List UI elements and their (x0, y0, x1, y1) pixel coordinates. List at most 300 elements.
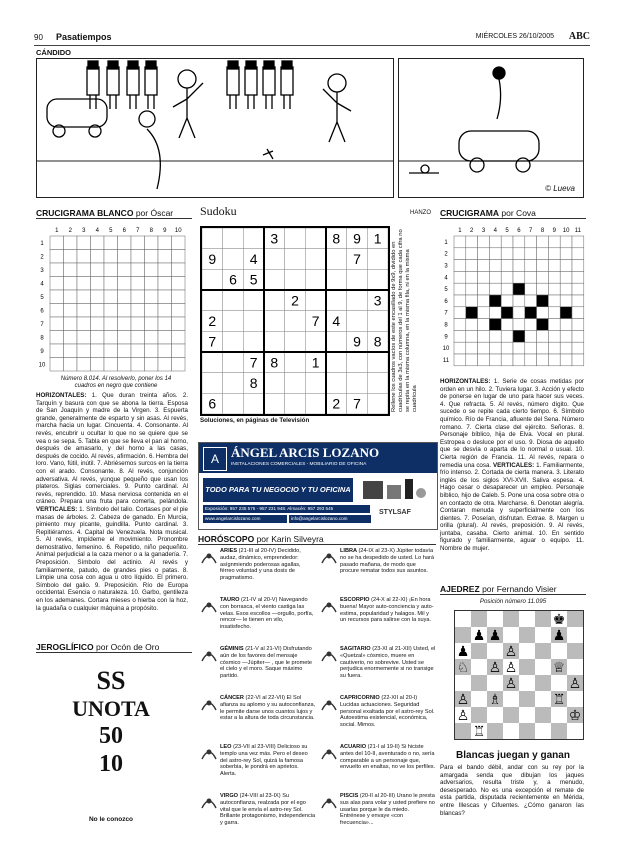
cruci-blanco-cell[interactable] (172, 344, 186, 358)
cruci-cova-cell[interactable] (501, 295, 513, 307)
cruci-blanco-cell[interactable] (118, 290, 132, 304)
cruci-blanco-cell[interactable] (172, 304, 186, 318)
sudoku-cell[interactable] (285, 393, 306, 414)
cruci-cova-cell[interactable] (466, 236, 478, 248)
cruci-blanco-grid[interactable] (36, 224, 192, 374)
cruci-blanco-cell[interactable] (145, 317, 159, 331)
cruci-blanco-cell[interactable] (131, 358, 145, 372)
cruci-blanco-cell[interactable] (118, 358, 132, 372)
cruci-cova-cell[interactable] (548, 307, 560, 319)
chess-square[interactable] (519, 691, 535, 707)
sudoku-cell[interactable] (326, 249, 347, 270)
chess-square[interactable] (455, 611, 471, 627)
cruci-blanco-cell[interactable] (145, 304, 159, 318)
cruci-blanco-cell[interactable] (77, 277, 91, 291)
cruci-cova-cell[interactable] (501, 330, 513, 342)
cruci-cova-cell[interactable] (478, 283, 490, 295)
cruci-cova-cell[interactable] (513, 354, 525, 366)
cruci-cova-cell[interactable] (560, 236, 572, 248)
cruci-blanco-cell[interactable] (131, 317, 145, 331)
cruci-blanco-cell[interactable] (64, 290, 78, 304)
chess-square[interactable] (567, 643, 583, 659)
sudoku-cell[interactable] (223, 228, 244, 249)
sudoku-cell[interactable] (264, 393, 285, 414)
cruci-cova-cell[interactable] (572, 260, 584, 272)
cruci-cova-cell[interactable] (537, 283, 549, 295)
cruci-blanco-cell[interactable] (158, 290, 172, 304)
cruci-cova-cell[interactable] (572, 342, 584, 354)
cruci-cova-cell[interactable] (454, 248, 466, 260)
cruci-blanco-cell[interactable] (131, 263, 145, 277)
sudoku-cell[interactable] (347, 311, 368, 332)
sudoku-cell[interactable] (326, 290, 347, 311)
cruci-blanco-cell[interactable] (91, 290, 105, 304)
cruci-blanco-cell[interactable] (118, 263, 132, 277)
cruci-blanco-cell[interactable] (158, 317, 172, 331)
cruci-cova-cell[interactable] (572, 271, 584, 283)
cruci-blanco-cell[interactable] (172, 277, 186, 291)
cruci-blanco-cell[interactable] (77, 290, 91, 304)
chess-square[interactable] (567, 627, 583, 643)
cruci-blanco-cell[interactable] (145, 344, 159, 358)
cruci-cova-cell[interactable] (489, 271, 501, 283)
sudoku-cell[interactable] (264, 311, 285, 332)
cruci-cova-cell[interactable] (525, 283, 537, 295)
sudoku-cell[interactable] (223, 373, 244, 394)
cruci-blanco-cell[interactable] (91, 250, 105, 264)
sudoku-cell[interactable] (243, 393, 264, 414)
cruci-blanco-cell[interactable] (77, 250, 91, 264)
cruci-cova-cell[interactable] (548, 248, 560, 260)
ad-web[interactable]: www.angelarcislozano.com (203, 515, 287, 523)
cruci-cova-cell[interactable] (560, 354, 572, 366)
cruci-cova-cell[interactable] (560, 295, 572, 307)
cruci-blanco-cell[interactable] (104, 358, 118, 372)
cruci-cova-cell[interactable] (560, 319, 572, 331)
chess-square[interactable] (503, 723, 519, 739)
cruci-cova-cell[interactable] (466, 271, 478, 283)
cruci-blanco-cell[interactable] (118, 277, 132, 291)
cruci-blanco-cell[interactable] (172, 290, 186, 304)
cruci-blanco-cell[interactable] (118, 250, 132, 264)
cruci-blanco-cell[interactable] (64, 236, 78, 250)
sudoku-cell[interactable] (264, 331, 285, 352)
cruci-cova-cell[interactable] (478, 260, 490, 272)
cruci-cova-cell[interactable] (513, 271, 525, 283)
sudoku-cell[interactable] (326, 352, 347, 373)
sudoku-cell[interactable] (367, 311, 388, 332)
cruci-cova-cell[interactable] (478, 248, 490, 260)
sudoku-cell[interactable] (305, 331, 326, 352)
sudoku-cell[interactable] (285, 352, 306, 373)
cruci-cova-cell[interactable] (454, 283, 466, 295)
cruci-cova-cell[interactable] (525, 295, 537, 307)
cruci-cova-cell[interactable] (454, 319, 466, 331)
cruci-cova-cell[interactable] (548, 283, 560, 295)
sudoku-cell[interactable] (326, 331, 347, 352)
cruci-cova-cell[interactable] (537, 260, 549, 272)
chess-square[interactable] (535, 643, 551, 659)
chess-square[interactable] (519, 659, 535, 675)
chess-square[interactable] (487, 723, 503, 739)
cruci-blanco-cell[interactable] (77, 263, 91, 277)
sudoku-cell[interactable] (202, 352, 223, 373)
cruci-cova-cell[interactable] (466, 307, 478, 319)
chess-square[interactable] (535, 611, 551, 627)
cruci-cova-cell[interactable] (537, 330, 549, 342)
cruci-cova-cell[interactable] (548, 260, 560, 272)
cruci-blanco-cell[interactable] (77, 304, 91, 318)
cruci-cova-cell[interactable] (466, 330, 478, 342)
chess-square[interactable] (519, 723, 535, 739)
cruci-blanco-cell[interactable] (158, 304, 172, 318)
cruci-blanco-cell[interactable] (104, 277, 118, 291)
cruci-cova-cell[interactable] (525, 330, 537, 342)
cruci-cova-cell[interactable] (513, 319, 525, 331)
cruci-cova-cell[interactable] (548, 295, 560, 307)
chess-square[interactable] (567, 611, 583, 627)
sudoku-cell[interactable] (285, 331, 306, 352)
cruci-cova-cell[interactable] (466, 260, 478, 272)
sudoku-cell[interactable] (223, 393, 244, 414)
cruci-cova-cell[interactable] (513, 342, 525, 354)
cruci-blanco-cell[interactable] (172, 358, 186, 372)
cruci-cova-cell[interactable] (525, 236, 537, 248)
cruci-blanco-cell[interactable] (172, 250, 186, 264)
cruci-blanco-cell[interactable] (77, 344, 91, 358)
cruci-blanco-cell[interactable] (64, 344, 78, 358)
cruci-cova-cell[interactable] (501, 342, 513, 354)
cruci-cova-cell[interactable] (466, 319, 478, 331)
cruci-cova-cell[interactable] (537, 319, 549, 331)
cruci-cova-cell[interactable] (466, 354, 478, 366)
cruci-cova-cell[interactable] (466, 295, 478, 307)
cruci-blanco-cell[interactable] (77, 358, 91, 372)
cruci-cova-cell[interactable] (513, 295, 525, 307)
cruci-blanco-cell[interactable] (118, 331, 132, 345)
cruci-blanco-cell[interactable] (77, 317, 91, 331)
cruci-cova-cell[interactable] (501, 319, 513, 331)
cruci-blanco-cell[interactable] (118, 317, 132, 331)
cruci-cova-cell[interactable] (478, 236, 490, 248)
chess-square[interactable] (503, 707, 519, 723)
sudoku-cell[interactable] (243, 228, 264, 249)
cruci-cova-cell[interactable] (513, 248, 525, 260)
cruci-cova-cell[interactable] (501, 271, 513, 283)
sudoku-cell[interactable] (202, 373, 223, 394)
cruci-cova-cell[interactable] (466, 283, 478, 295)
cruci-cova-cell[interactable] (537, 295, 549, 307)
cruci-blanco-cell[interactable] (64, 304, 78, 318)
sudoku-cell[interactable] (347, 269, 368, 290)
chess-square[interactable] (503, 627, 519, 643)
cruci-blanco-cell[interactable] (104, 344, 118, 358)
cruci-blanco-cell[interactable] (145, 236, 159, 250)
chess-square[interactable] (567, 723, 583, 739)
cruci-blanco-cell[interactable] (145, 290, 159, 304)
cruci-cova-cell[interactable] (454, 236, 466, 248)
chess-square[interactable] (455, 723, 471, 739)
cruci-cova-cell[interactable] (489, 248, 501, 260)
cruci-blanco-cell[interactable] (64, 317, 78, 331)
cruci-blanco-cell[interactable] (91, 358, 105, 372)
cruci-blanco-cell[interactable] (91, 317, 105, 331)
cruci-blanco-cell[interactable] (50, 263, 64, 277)
cruci-cova-cell[interactable] (501, 248, 513, 260)
sudoku-cell[interactable] (285, 249, 306, 270)
cruci-cova-cell[interactable] (489, 319, 501, 331)
sudoku-cell[interactable] (305, 393, 326, 414)
chess-square[interactable] (519, 675, 535, 691)
cruci-cova-cell[interactable] (513, 307, 525, 319)
sudoku-cell[interactable] (367, 249, 388, 270)
sudoku-cell[interactable] (202, 228, 223, 249)
sudoku-cell[interactable] (264, 373, 285, 394)
chess-square[interactable] (535, 691, 551, 707)
cruci-blanco-cell[interactable] (77, 331, 91, 345)
sudoku-cell[interactable] (305, 290, 326, 311)
cruci-blanco-cell[interactable] (131, 250, 145, 264)
sudoku-cell[interactable] (367, 269, 388, 290)
cruci-cova-cell[interactable] (501, 354, 513, 366)
chess-board[interactable] (454, 610, 584, 740)
cruci-blanco-cell[interactable] (50, 317, 64, 331)
chess-square[interactable] (471, 659, 487, 675)
chess-square[interactable] (535, 659, 551, 675)
cruci-blanco-cell[interactable] (131, 304, 145, 318)
chess-square[interactable] (551, 723, 567, 739)
cruci-blanco-cell[interactable] (145, 331, 159, 345)
cruci-cova-cell[interactable] (572, 354, 584, 366)
cruci-cova-cell[interactable] (489, 307, 501, 319)
chess-square[interactable] (455, 675, 471, 691)
cruci-cova-cell[interactable] (478, 342, 490, 354)
cruci-cova-cell[interactable] (466, 248, 478, 260)
cruci-blanco-cell[interactable] (131, 277, 145, 291)
cruci-blanco-cell[interactable] (91, 344, 105, 358)
sudoku-cell[interactable] (202, 269, 223, 290)
chess-square[interactable] (535, 723, 551, 739)
cruci-blanco-cell[interactable] (91, 277, 105, 291)
cruci-cova-cell[interactable] (454, 260, 466, 272)
chess-square[interactable] (567, 691, 583, 707)
cruci-cova-cell[interactable] (489, 354, 501, 366)
cruci-cova-cell[interactable] (548, 271, 560, 283)
cruci-blanco-cell[interactable] (158, 331, 172, 345)
sudoku-cell[interactable] (305, 249, 326, 270)
sudoku-cell[interactable] (305, 228, 326, 249)
cruci-cova-cell[interactable] (489, 295, 501, 307)
sudoku-cell[interactable] (264, 269, 285, 290)
cruci-cova-cell[interactable] (572, 295, 584, 307)
cruci-cova-cell[interactable] (548, 319, 560, 331)
cruci-blanco-cell[interactable] (158, 250, 172, 264)
sudoku-cell[interactable] (285, 311, 306, 332)
cruci-cova-cell[interactable] (525, 260, 537, 272)
sudoku-cell[interactable] (223, 352, 244, 373)
sudoku-cell[interactable] (285, 373, 306, 394)
sudoku-cell[interactable] (285, 269, 306, 290)
sudoku-grid[interactable] (200, 226, 390, 416)
sudoku-cell[interactable] (326, 373, 347, 394)
sudoku-cell[interactable] (264, 249, 285, 270)
cruci-cova-cell[interactable] (478, 319, 490, 331)
sudoku-cell[interactable] (367, 393, 388, 414)
cruci-cova-cell[interactable] (525, 271, 537, 283)
cruci-cova-cell[interactable] (489, 330, 501, 342)
sudoku-cell[interactable] (223, 249, 244, 270)
cruci-blanco-cell[interactable] (118, 304, 132, 318)
cruci-cova-cell[interactable] (548, 236, 560, 248)
cruci-blanco-cell[interactable] (104, 304, 118, 318)
sudoku-cell[interactable] (285, 228, 306, 249)
cruci-blanco-cell[interactable] (145, 250, 159, 264)
cruci-blanco-cell[interactable] (104, 331, 118, 345)
cruci-cova-cell[interactable] (548, 330, 560, 342)
cruci-cova-cell[interactable] (525, 342, 537, 354)
sudoku-cell[interactable] (202, 290, 223, 311)
cruci-cova-cell[interactable] (525, 307, 537, 319)
sudoku-cell[interactable] (243, 290, 264, 311)
cruci-blanco-cell[interactable] (50, 331, 64, 345)
cruci-cova-cell[interactable] (478, 271, 490, 283)
cruci-blanco-cell[interactable] (104, 290, 118, 304)
cruci-blanco-cell[interactable] (50, 344, 64, 358)
cruci-cova-cell[interactable] (572, 307, 584, 319)
chess-square[interactable] (519, 611, 535, 627)
cruci-blanco-cell[interactable] (172, 331, 186, 345)
cruci-blanco-cell[interactable] (64, 331, 78, 345)
cruci-blanco-cell[interactable] (50, 250, 64, 264)
cruci-blanco-cell[interactable] (64, 277, 78, 291)
chess-square[interactable] (487, 675, 503, 691)
cruci-cova-cell[interactable] (489, 236, 501, 248)
ad-email[interactable]: info@angelarcislozano.com (289, 515, 371, 523)
cruci-blanco-cell[interactable] (50, 358, 64, 372)
sudoku-cell[interactable] (243, 311, 264, 332)
chess-square[interactable] (487, 611, 503, 627)
cruci-cova-cell[interactable] (513, 330, 525, 342)
cruci-blanco-cell[interactable] (91, 236, 105, 250)
cruci-blanco-cell[interactable] (172, 317, 186, 331)
cruci-cova-cell[interactable] (560, 260, 572, 272)
cruci-cova-cell[interactable] (454, 342, 466, 354)
cruci-cova-cell[interactable] (537, 271, 549, 283)
cruci-blanco-cell[interactable] (50, 236, 64, 250)
chess-square[interactable] (471, 691, 487, 707)
cruci-blanco-cell[interactable] (104, 317, 118, 331)
cruci-cova-cell[interactable] (560, 248, 572, 260)
cruci-cova-cell[interactable] (454, 307, 466, 319)
cruci-blanco-cell[interactable] (104, 236, 118, 250)
cruci-blanco-cell[interactable] (131, 236, 145, 250)
cruci-blanco-cell[interactable] (50, 304, 64, 318)
chess-square[interactable] (519, 627, 535, 643)
chess-square[interactable] (535, 627, 551, 643)
chess-square[interactable] (471, 643, 487, 659)
cruci-blanco-cell[interactable] (118, 344, 132, 358)
cruci-cova-cell[interactable] (548, 354, 560, 366)
sudoku-cell[interactable] (305, 373, 326, 394)
cruci-cova-cell[interactable] (454, 271, 466, 283)
chess-square[interactable] (471, 675, 487, 691)
cruci-cova-cell[interactable] (478, 307, 490, 319)
cruci-cova-cell[interactable] (537, 307, 549, 319)
cruci-blanco-cell[interactable] (118, 236, 132, 250)
chess-square[interactable] (503, 611, 519, 627)
sudoku-cell[interactable] (347, 352, 368, 373)
cruci-blanco-cell[interactable] (145, 358, 159, 372)
cruci-cova-cell[interactable] (525, 248, 537, 260)
chess-square[interactable] (551, 675, 567, 691)
chess-square[interactable] (503, 691, 519, 707)
chess-square[interactable] (487, 643, 503, 659)
cruci-cova-cell[interactable] (572, 236, 584, 248)
cruci-cova-cell[interactable] (525, 354, 537, 366)
cruci-blanco-cell[interactable] (91, 263, 105, 277)
sudoku-cell[interactable] (223, 331, 244, 352)
cruci-cova-cell[interactable] (548, 342, 560, 354)
cruci-blanco-cell[interactable] (91, 331, 105, 345)
sudoku-cell[interactable] (326, 269, 347, 290)
cruci-cova-cell[interactable] (478, 295, 490, 307)
cruci-cova-cell[interactable] (489, 283, 501, 295)
cruci-cova-cell[interactable] (537, 248, 549, 260)
cruci-cova-cell[interactable] (537, 354, 549, 366)
cruci-cova-cell[interactable] (513, 260, 525, 272)
cruci-cova-cell[interactable] (489, 342, 501, 354)
cruci-blanco-cell[interactable] (64, 263, 78, 277)
cruci-cova-grid[interactable] (440, 224, 586, 374)
cruci-blanco-cell[interactable] (50, 290, 64, 304)
cruci-blanco-cell[interactable] (91, 304, 105, 318)
chess-square[interactable] (535, 707, 551, 723)
cruci-cova-cell[interactable] (478, 354, 490, 366)
cruci-blanco-cell[interactable] (64, 250, 78, 264)
cruci-cova-cell[interactable] (560, 307, 572, 319)
cruci-blanco-cell[interactable] (172, 236, 186, 250)
cruci-cova-cell[interactable] (525, 319, 537, 331)
cruci-cova-cell[interactable] (572, 283, 584, 295)
chess-square[interactable] (567, 659, 583, 675)
sudoku-cell[interactable] (223, 290, 244, 311)
chess-square[interactable] (551, 643, 567, 659)
cruci-blanco-cell[interactable] (64, 358, 78, 372)
cruci-cova-cell[interactable] (560, 271, 572, 283)
cruci-blanco-cell[interactable] (145, 263, 159, 277)
cruci-cova-cell[interactable] (537, 236, 549, 248)
chess-square[interactable] (535, 675, 551, 691)
cruci-blanco-cell[interactable] (131, 290, 145, 304)
cruci-blanco-cell[interactable] (172, 263, 186, 277)
cruci-cova-cell[interactable] (572, 319, 584, 331)
cruci-blanco-cell[interactable] (77, 236, 91, 250)
cruci-blanco-cell[interactable] (104, 263, 118, 277)
chess-square[interactable] (551, 707, 567, 723)
cruci-cova-cell[interactable] (501, 260, 513, 272)
cruci-cova-cell[interactable] (501, 236, 513, 248)
chess-square[interactable] (519, 643, 535, 659)
sudoku-cell[interactable] (347, 373, 368, 394)
advertisement[interactable] (198, 442, 438, 530)
cruci-blanco-cell[interactable] (158, 358, 172, 372)
cruci-blanco-cell[interactable] (131, 344, 145, 358)
chess-square[interactable] (487, 707, 503, 723)
sudoku-cell[interactable] (243, 331, 264, 352)
cruci-cova-cell[interactable] (501, 283, 513, 295)
cruci-cova-cell[interactable] (513, 283, 525, 295)
cruci-cova-cell[interactable] (489, 260, 501, 272)
